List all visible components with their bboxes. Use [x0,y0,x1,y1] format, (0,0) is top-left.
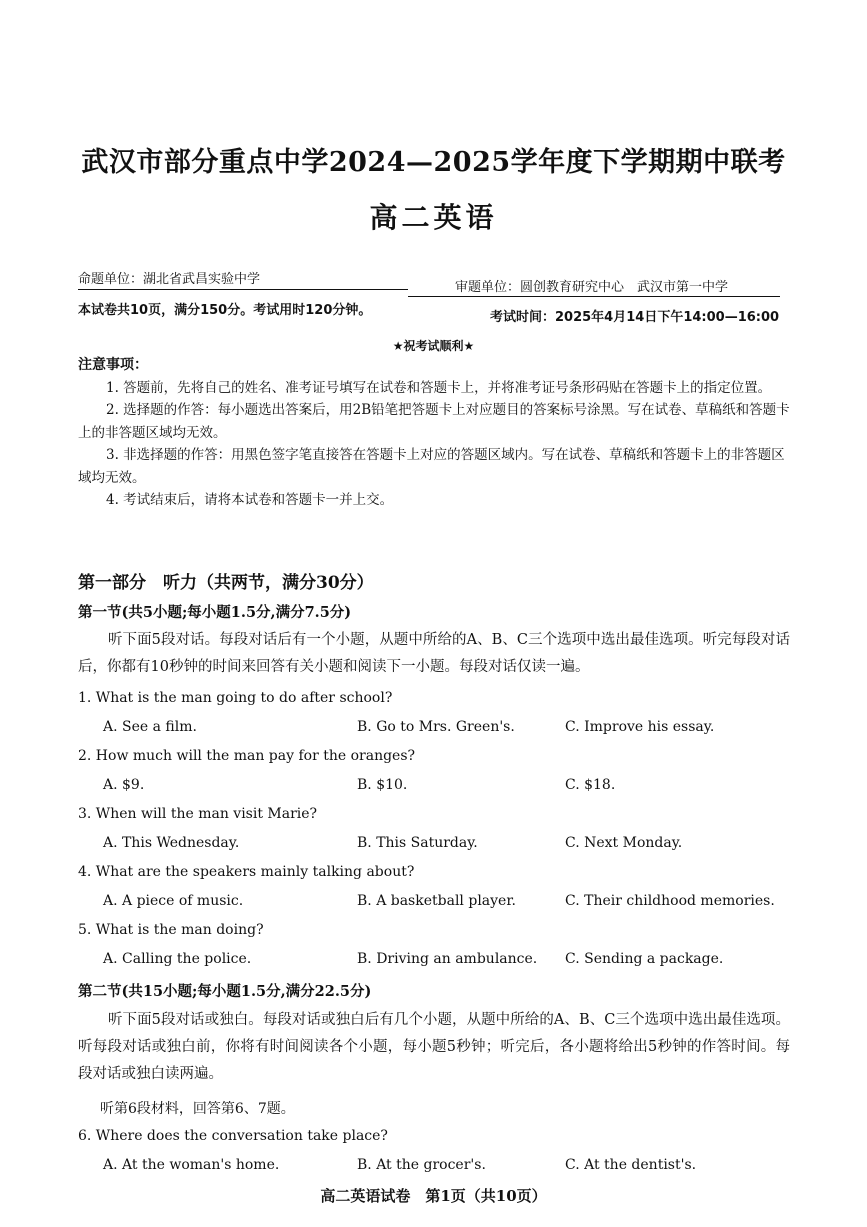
note-item: 3. 非选择题的作答：用黑色签字笔直接答在答题卡上对应的答题区域内。写在试卷、草稿纸和答题卡上的非答题区域均无效。 [78,447,785,486]
q5-option-c: C. Sending a package. [565,951,724,967]
question-1: 1. What is the man going to do after school? [78,690,393,706]
section1-instructions: 听下面5段对话。每段对话后有一个小题，从题中所给的A、B、C三个选项中选出最佳选项。听完每段对话后，你都有10秒钟的时间来回答有关小题和阅读下一小题。每段对话仅读一遍。 [78,632,790,675]
q3-option-c: C. Next Monday. [565,835,683,851]
material-note: 听第6段材料，回答第6、7题。 [100,1101,295,1117]
page-score-info: 本试卷共10页，满分150分。考试用时120分钟。 [78,303,372,318]
notes-heading: 注意事项： [78,357,148,373]
reviewer-unit: 审题单位：圆创教育研究中心 武汉市第一中学 [455,280,729,295]
question-4: 4. What are the speakers mainly talking about? [78,864,415,880]
note-item: 4. 考试结束后，请将本试卷和答题卡一并上交。 [106,492,394,508]
question-6: 6. Where does the conversation take place? [78,1128,388,1144]
section2-title: 第二节(共15小题;每小题1.5分,满分22.5分) [78,983,372,1000]
question-3: 3. When will the man visit Marie? [78,806,318,822]
q2-option-a: A. $9. [103,777,145,793]
q5-option-b: B. Driving an ambulance. [357,951,538,967]
notes-block [78,354,790,512]
note-item: 2. 选择题的作答：每小题选出答案后，用2B铅笔把答题卡上对应题目的答案标号涂黑。写在试卷、草稿纸和答题卡上的非答题区域均无效。 [78,402,790,441]
section1-title: 第一节(共5小题;每小题1.5分,满分7.5分) [78,604,352,621]
section2-instructions: 听下面5段对话或独白。每段对话或独白后有几个小题，从题中所给的A、B、C三个选项中选出最佳选项。听每段对话或独白前，你将有时间阅读各个小题，每小题5秒钟；听完后，各小题将给出5秒钟的作答时间。每段对话或独白读两遍。 [78,1012,790,1082]
q6-option-b: B. At the grocer's. [357,1157,486,1173]
subject-title: 高二英语 [369,201,498,234]
exam-title: 武汉市部分重点中学2024—2025学年度下学期期中联考 [81,147,786,178]
exam-time: 考试时间：2025年4月14日下午14:00—16:00 [490,310,780,325]
q6-option-a: A. At the woman's home. [103,1157,280,1173]
part1-title: 第一部分 听力（共两节，满分30分） [78,573,374,593]
divider-left [78,289,408,290]
divider-right [408,296,780,297]
q4-option-c: C. Their childhood memories. [565,893,775,909]
q1-option-b: B. Go to Mrs. Green's. [357,719,515,735]
q6-option-c: C. At the dentist's. [565,1157,697,1173]
q2-option-c: C. $18. [565,777,616,793]
q4-option-a: A. A piece of music. [103,893,244,909]
question-5: 5. What is the man doing? [78,922,264,938]
setter-unit: 命题单位：湖北省武昌实验中学 [78,272,261,287]
page-footer: 高二英语试卷 第1页（共10页） [320,1187,547,1205]
q2-option-b: B. $10. [357,777,408,793]
note-item: 1. 答题前，先将自己的姓名、准考证号填写在试卷和答题卡上，并将准考证号条形码贴在答题卡上的指定位置。 [106,379,772,396]
q1-option-c: C. Improve his essay. [565,719,715,735]
q4-option-b: B. A basketball player. [357,893,516,909]
question-2: 2. How much will the man pay for the oranges? [78,748,416,764]
good-luck-banner: ★祝考试顺利★ [392,339,475,353]
q1-option-a: A. See a film. [103,719,197,735]
q3-option-b: B. This Saturday. [357,835,478,851]
q5-option-a: A. Calling the police. [103,951,252,967]
q3-option-a: A. This Wednesday. [103,835,240,851]
